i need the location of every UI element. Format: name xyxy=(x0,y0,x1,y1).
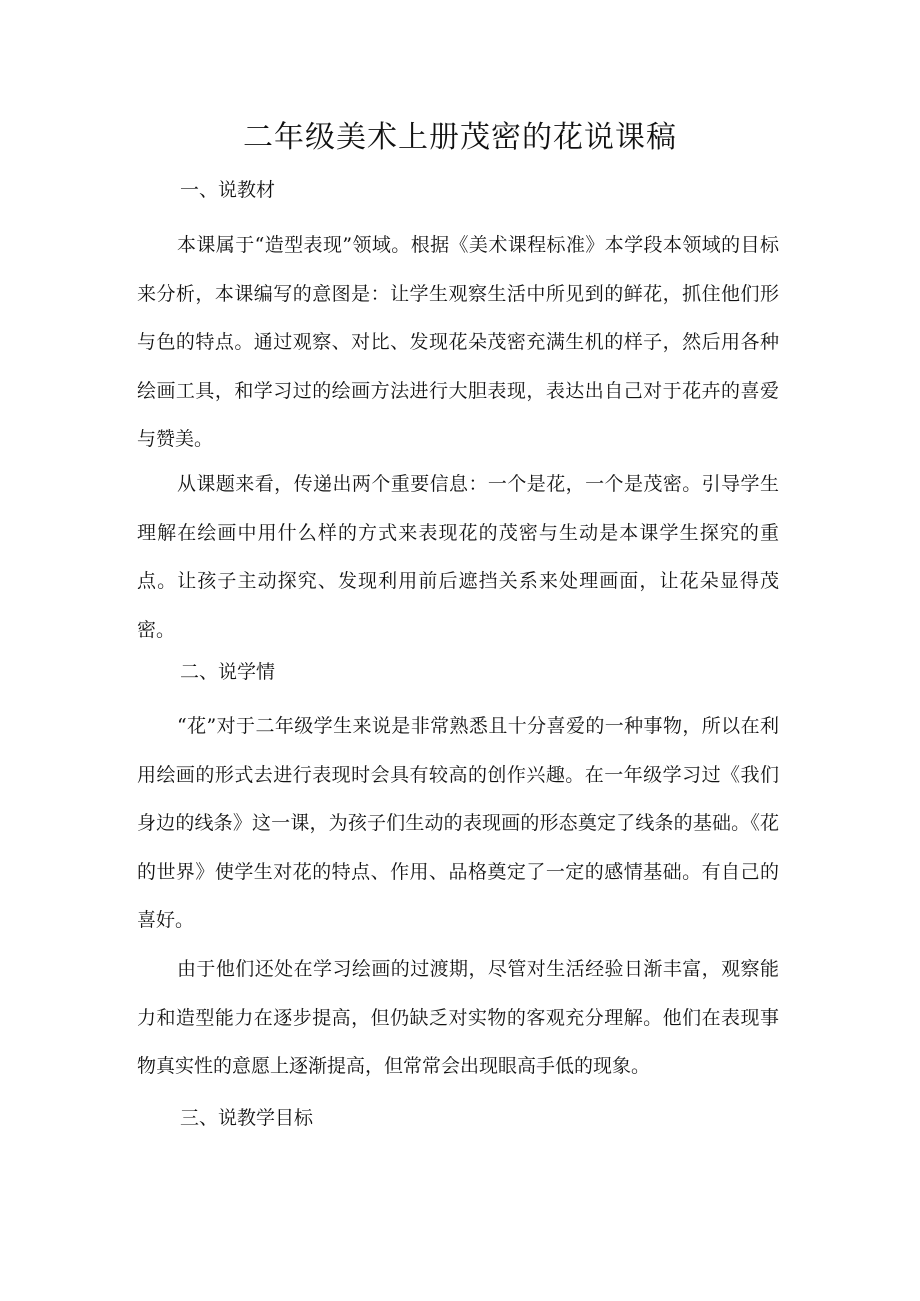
paragraph: 本课属于“造型表现”领域。根据《美术课程标准》本学段本领域的目标来分析，本课编写的意图是：让学生观察生活中所见到的鲜花，抓住他们形与色的特点。通过观察、对比、发现花朵茂密充满生机的样子，然后用各种绘画工具，和学习过的绘画方法进行大胆表现，表达出自己对于花卉的喜爱与赞美。 xyxy=(137,234,779,450)
paragraph: “花”对于二年级学生来说是非常熟悉且十分喜爱的一种事物，所以在利用绘画的形式去进行表现时会具有较高的创作兴趣。在一年级学习过《我们身边的线条》这一课，为孩子们生动的表现画的形态奠定了线条的基础。《花的世界》使学生对花的特点、作用、品格奠定了一定的感情基础。有自己的喜好。 xyxy=(137,715,779,931)
section-heading-objectives: 三、说教学目标 xyxy=(180,1107,314,1129)
document-title: 二年级美术上册茂密的花说课稿 xyxy=(243,120,677,155)
section-heading-students: 二、说学情 xyxy=(180,661,276,683)
section-heading-textbook: 一、说教材 xyxy=(180,179,276,201)
paragraph: 从课题来看，传递出两个重要信息：一个是花，一个是茂密。引导学生理解在绘画中用什么样的方式来表现花的茂密与生动是本课学生探究的重点。让孩子主动探究、发现利用前后遮挡关系来处理画面，让花朵显得茂密。 xyxy=(137,473,779,641)
paragraph: 由于他们还处在学习绘画的过渡期，尽管对生活经验日渐丰富，观察能力和造型能力在逐步提高，但仍缺乏对实物的客观充分理解。他们在表现事物真实性的意愿上逐渐提高，但常常会出现眼高手低的现象。 xyxy=(137,958,779,1077)
